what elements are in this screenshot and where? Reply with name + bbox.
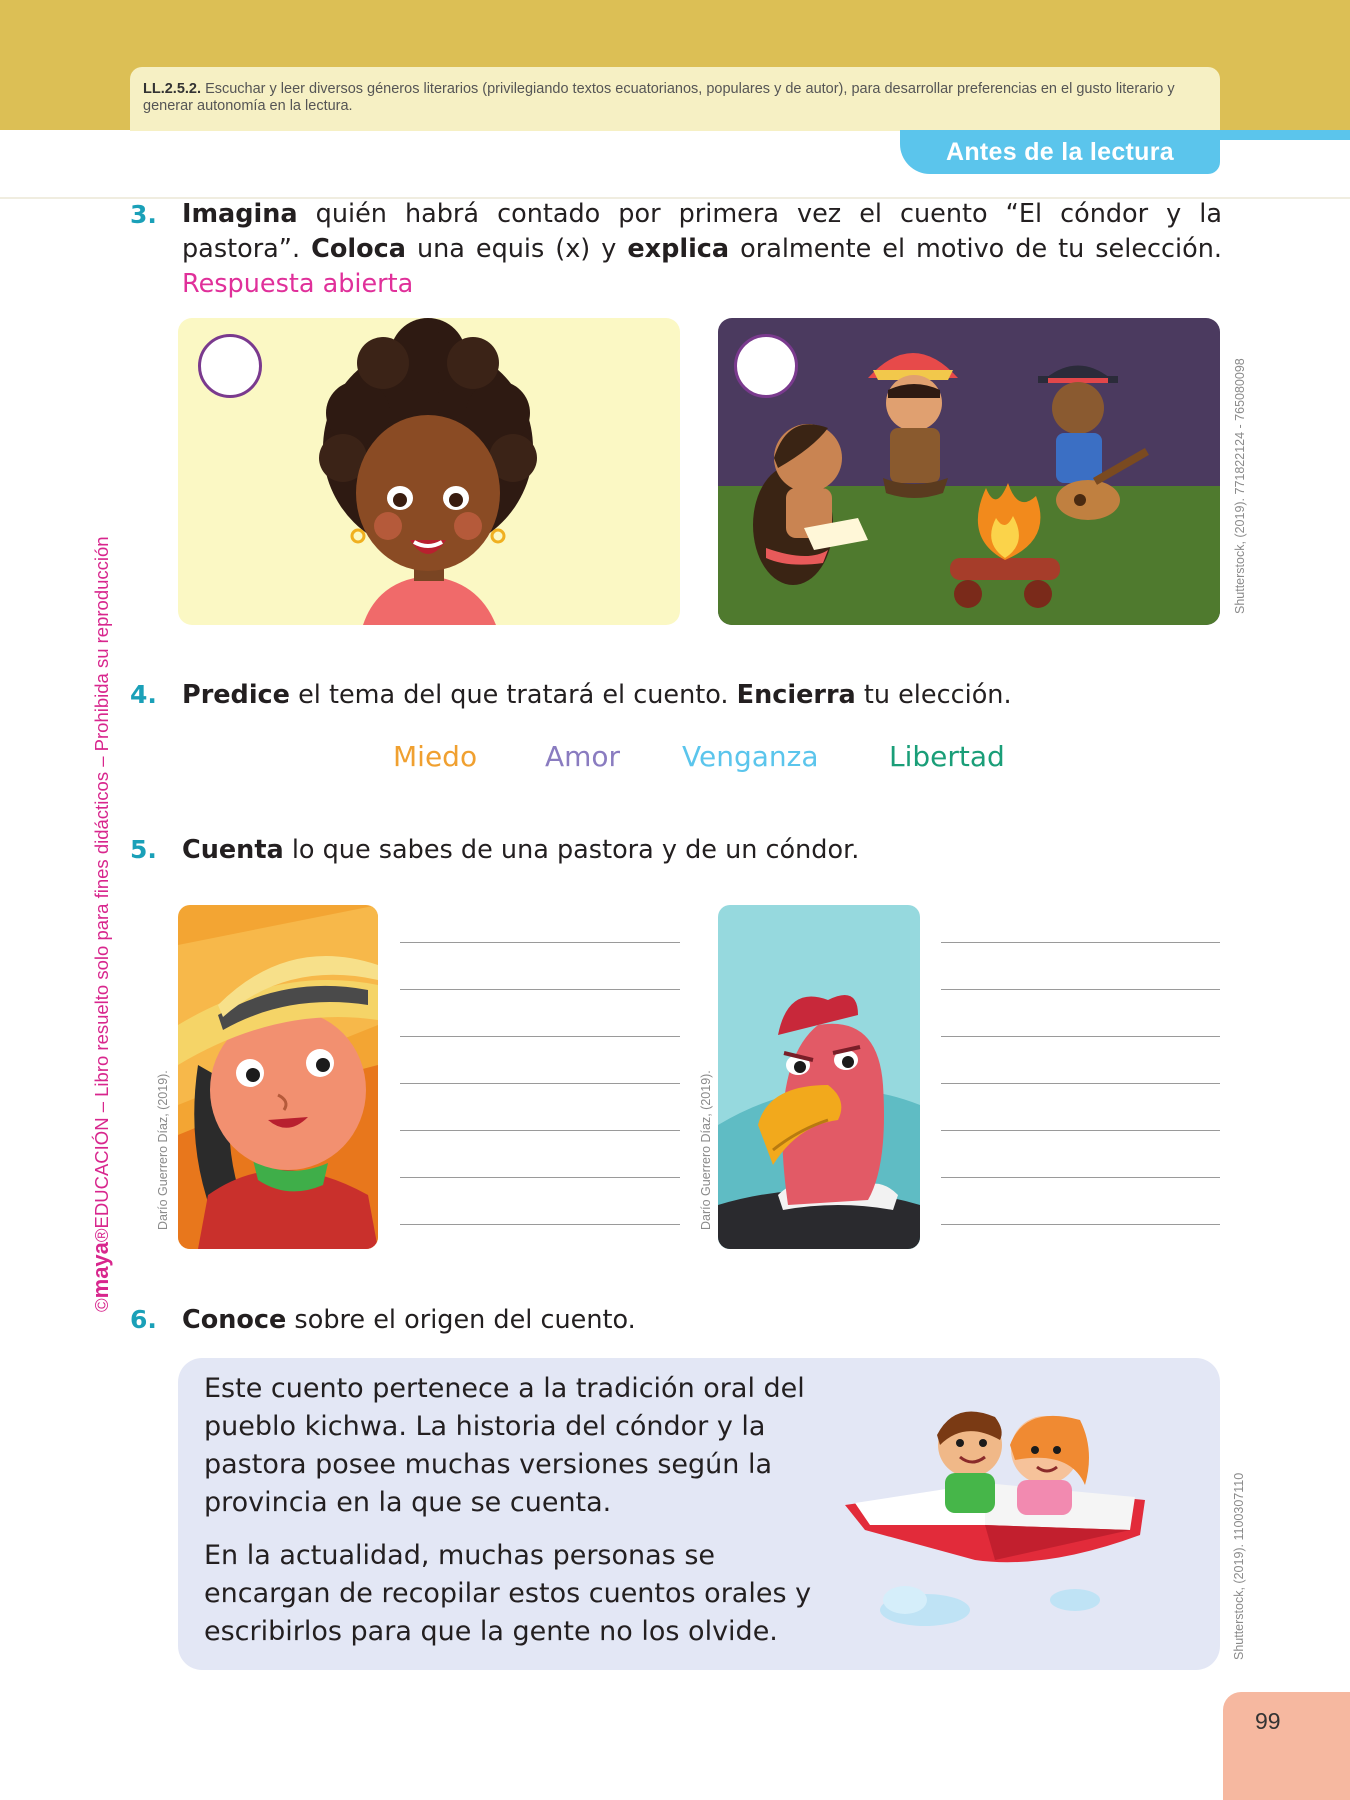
answer-lines-shepherdess[interactable] <box>400 942 680 1271</box>
q6-keyword-conoce: Conoce <box>182 1305 287 1335</box>
brand-name: maya <box>88 1242 113 1299</box>
q4-keyword-encierra: Encierra <box>736 680 856 710</box>
q3-keyword-coloca: Coloca <box>311 234 406 264</box>
info-paragraph-1: Este cuento pertenece a la tradición oral del pueblo kichwa. La historia del cóndor y la pastora posee muchas versiones según la provincia en la que se cuenta. <box>204 1373 805 1518</box>
info-paragraph-2: En la actualidad, muchas personas se encargan de recopilar estos cuentos orales y escribirlos para que la gente no los olvide. <box>204 1540 812 1647</box>
q3-text-3: oralmente el motivo de tu selección. <box>729 234 1223 264</box>
condor-illustration <box>718 905 920 1249</box>
q6-prompt <box>182 1303 1222 1338</box>
selection-circle-campfire[interactable] <box>734 334 798 398</box>
page-number-tab <box>1223 1692 1350 1800</box>
q3-keyword-imagina: Imagina <box>182 199 298 229</box>
q5-number: 5. <box>130 835 157 864</box>
q4-prompt <box>182 678 1222 713</box>
q3-keyword-explica: explica <box>627 234 730 264</box>
kids-flying-book-illustration <box>845 1395 1205 1635</box>
option-venganza[interactable]: Venganza <box>682 740 819 773</box>
card-shepherdess <box>178 905 378 1249</box>
q4-keyword-predice: Predice <box>182 680 290 710</box>
panel-campfire <box>718 318 1220 625</box>
card-condor <box>718 905 920 1249</box>
q3-text-1: quién habrá contado por primera vez el cuento “El cóndor y la pastora”. <box>182 199 1222 264</box>
q4-text-2: tu elección. <box>855 680 1012 710</box>
q3-answer: Respuesta abierta <box>182 269 414 299</box>
copyright-symbol: © <box>91 1298 112 1312</box>
q5-keyword-cuenta: Cuenta <box>182 835 284 865</box>
selection-circle-woman[interactable] <box>198 334 262 398</box>
q6-number: 6. <box>130 1305 157 1334</box>
option-miedo[interactable]: Miedo <box>393 740 478 773</box>
q5-prompt <box>182 833 1222 868</box>
q3-number: 3. <box>130 200 157 229</box>
q5-text-1: lo que sabes de una pastora y de un cóndor. <box>283 835 860 865</box>
q3-photo-credit: Shutterstock, (2019). 771822124 - 765080098 <box>1233 358 1247 614</box>
shepherdess-illustration <box>178 905 378 1249</box>
credit-shepherdess: Darío Guerrero Díaz, (2019). <box>156 1070 170 1230</box>
credit-condor: Darío Guerrero Díaz, (2019). <box>699 1070 713 1230</box>
q6-text-1: sobre el origen del cuento. <box>286 1305 636 1335</box>
q6-photo-credit: Shutterstock, (2019). 1100307110 <box>1232 1472 1246 1660</box>
copyright-text: ®EDUCACIÓN – Libro resuelto solo para fines didácticos – Prohibida su reproducción <box>91 536 112 1243</box>
page-number: 99 <box>1255 1708 1281 1734</box>
skill-description <box>130 67 1220 131</box>
q3-prompt <box>182 197 1222 302</box>
q4-number: 4. <box>130 680 157 709</box>
section-tab: Antes de la lectura <box>900 130 1220 174</box>
side-copyright <box>88 462 114 1312</box>
skill-text: Escuchar y leer diversos géneros literarios (privilegiando textos ecuatorianos, populares y de autor), para desarrollar preferencias en el gusto literario y generar autonomía en la lectura. <box>143 81 1175 114</box>
q3-text-2: una equis (x) y <box>405 234 628 264</box>
option-amor[interactable]: Amor <box>545 740 621 773</box>
option-libertad[interactable]: Libertad <box>889 740 1005 773</box>
panel-woman <box>178 318 680 625</box>
q4-text-1: el tema del que tratará el cuento. <box>289 680 737 710</box>
skill-code: LL.2.5.2. <box>143 81 202 97</box>
answer-lines-condor[interactable] <box>941 942 1220 1271</box>
